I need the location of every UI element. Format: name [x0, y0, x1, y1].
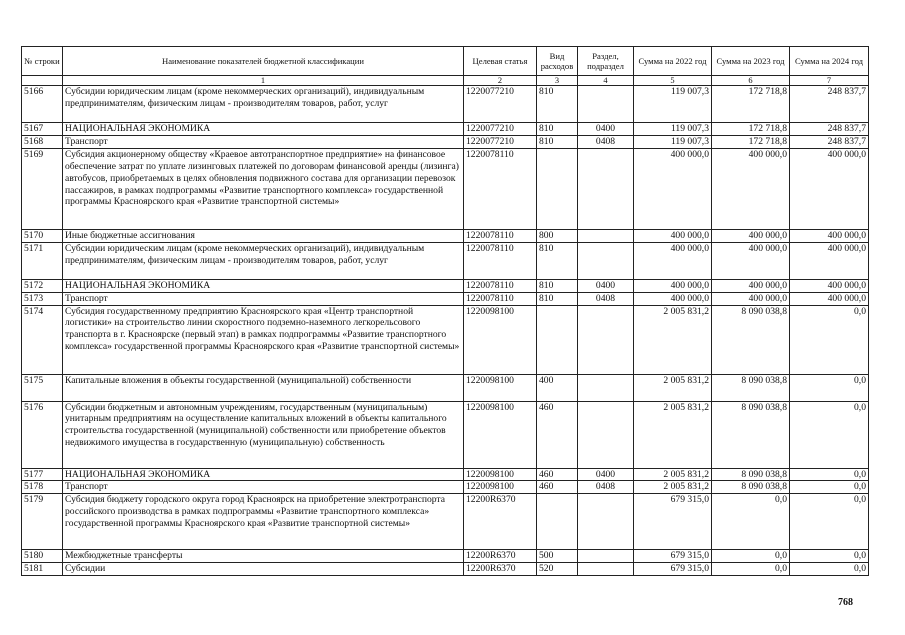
row-number: 5171 [22, 242, 63, 279]
amount-2023: 172 718,8 [712, 86, 790, 123]
column-number-row [22, 76, 869, 86]
amount-2024: 400 000,0 [790, 292, 869, 305]
section-subsection [578, 374, 634, 401]
section-subsection: 0408 [578, 481, 634, 494]
amount-2022: 2 005 831,2 [634, 468, 712, 481]
header-cell: Сумма на 2022 год [634, 47, 712, 76]
table-row [22, 123, 869, 136]
table-row [22, 148, 869, 229]
amount-2024: 248 837,7 [790, 123, 869, 136]
classification-name: Транспорт [63, 481, 464, 494]
target-article: 1220078110 [464, 279, 537, 292]
table-row [22, 374, 869, 401]
section-subsection [578, 550, 634, 563]
amount-2023: 172 718,8 [712, 123, 790, 136]
amount-2022: 679 315,0 [634, 494, 712, 550]
section-subsection: 0400 [578, 468, 634, 481]
amount-2022: 119 007,3 [634, 135, 712, 148]
expense-type: 460 [537, 481, 578, 494]
section-subsection [578, 148, 634, 229]
table-row [22, 135, 869, 148]
classification-name: Иные бюджетные ассигнования [63, 229, 464, 242]
amount-2024: 0,0 [790, 305, 869, 374]
section-subsection [578, 563, 634, 576]
amount-2023: 400 000,0 [712, 292, 790, 305]
classification-name: Субсидии юридическим лицам (кроме некоммерческих организаций), индивидуальным предпринимателям, физическим лицам - производителям товаров, работ, услуг [63, 242, 464, 279]
column-number: 7 [790, 76, 869, 86]
expense-type: 810 [537, 86, 578, 123]
row-number: 5166 [22, 86, 63, 123]
section-subsection: 0408 [578, 135, 634, 148]
target-article: 1220077210 [464, 135, 537, 148]
section-subsection [578, 401, 634, 468]
amount-2022: 2 005 831,2 [634, 481, 712, 494]
amount-2022: 679 315,0 [634, 550, 712, 563]
row-number: 5179 [22, 494, 63, 550]
target-article: 1220098100 [464, 401, 537, 468]
amount-2022: 2 005 831,2 [634, 401, 712, 468]
amount-2023: 8 090 038,8 [712, 481, 790, 494]
table-row [22, 292, 869, 305]
amount-2023: 0,0 [712, 550, 790, 563]
row-number: 5172 [22, 279, 63, 292]
expense-type: 460 [537, 401, 578, 468]
amount-2023: 400 000,0 [712, 148, 790, 229]
amount-2023: 8 090 038,8 [712, 401, 790, 468]
amount-2022: 400 000,0 [634, 148, 712, 229]
amount-2024: 0,0 [790, 401, 869, 468]
amount-2023: 400 000,0 [712, 279, 790, 292]
classification-name: НАЦИОНАЛЬНАЯ ЭКОНОМИКА [63, 468, 464, 481]
target-article: 12200R6370 [464, 563, 537, 576]
amount-2024: 0,0 [790, 550, 869, 563]
amount-2023: 0,0 [712, 563, 790, 576]
classification-name: Субсидия акционерному обществу «Краевое автотранспортное предприятие» на финансовое обеспечение затрат по уплате лизинговых платежей по договорам финансовой аренды (лизинга) автобусов, приобретаемых в целях обновления подвижного состава для организации перевозок пассажиров, в рамках подпрограммы «Развитие транспортного комплекса» государственной программы Красноярского края «Развитие транспортной системы» [63, 148, 464, 229]
classification-name: Межбюджетные трансферты [63, 550, 464, 563]
classification-name: НАЦИОНАЛЬНАЯ ЭКОНОМИКА [63, 279, 464, 292]
amount-2024: 0,0 [790, 563, 869, 576]
row-number: 5173 [22, 292, 63, 305]
expense-type: 810 [537, 135, 578, 148]
table-body [22, 86, 869, 576]
column-number [22, 76, 63, 86]
target-article: 1220098100 [464, 374, 537, 401]
expense-type: 810 [537, 123, 578, 136]
classification-name: Капитальные вложения в объекты государственной (муниципальной) собственности [63, 374, 464, 401]
column-number: 5 [634, 76, 712, 86]
amount-2024: 0,0 [790, 468, 869, 481]
row-number: 5168 [22, 135, 63, 148]
amount-2024: 400 000,0 [790, 148, 869, 229]
target-article: 1220078110 [464, 148, 537, 229]
amount-2024: 0,0 [790, 481, 869, 494]
section-subsection: 0400 [578, 279, 634, 292]
row-number: 5175 [22, 374, 63, 401]
section-subsection [578, 229, 634, 242]
section-subsection: 0400 [578, 123, 634, 136]
table-row [22, 305, 869, 374]
row-number: 5167 [22, 123, 63, 136]
amount-2022: 119 007,3 [634, 123, 712, 136]
row-number: 5177 [22, 468, 63, 481]
row-number: 5178 [22, 481, 63, 494]
target-article: 1220098100 [464, 305, 537, 374]
expense-type: 460 [537, 468, 578, 481]
table-row [22, 279, 869, 292]
table-row [22, 242, 869, 279]
row-number: 5180 [22, 550, 63, 563]
amount-2024: 0,0 [790, 494, 869, 550]
amount-2023: 400 000,0 [712, 242, 790, 279]
amount-2023: 8 090 038,8 [712, 468, 790, 481]
column-number: 2 [464, 76, 537, 86]
amount-2024: 248 837,7 [790, 135, 869, 148]
table-row [22, 229, 869, 242]
expense-type [537, 494, 578, 550]
target-article: 1220078110 [464, 242, 537, 279]
expense-type: 500 [537, 550, 578, 563]
amount-2022: 400 000,0 [634, 229, 712, 242]
classification-name: Субсидия государственному предприятию Красноярского края «Центр транспортной логистики» на строительство линии скоростного подземно-наземного легкорельсового транспорта в г. Красноярске (первый этап) в рамках подпрограммы «Развитие транспортного комплекса» государственной программы Красноярского края «Развитие транспортной системы» [63, 305, 464, 374]
target-article: 12200R6370 [464, 550, 537, 563]
expense-type: 400 [537, 374, 578, 401]
amount-2024: 248 837,7 [790, 86, 869, 123]
table-row [22, 401, 869, 468]
row-number: 5181 [22, 563, 63, 576]
table-row [22, 494, 869, 550]
row-number: 5176 [22, 401, 63, 468]
header-cell: Сумма на 2023 год [712, 47, 790, 76]
target-article: 1220078110 [464, 292, 537, 305]
section-subsection [578, 86, 634, 123]
classification-name: НАЦИОНАЛЬНАЯ ЭКОНОМИКА [63, 123, 464, 136]
amount-2022: 2 005 831,2 [634, 305, 712, 374]
expense-type: 520 [537, 563, 578, 576]
table-row [22, 468, 869, 481]
classification-name: Субсидия бюджету городского округа город Красноярск на приобретение электротранспорта российского производства в рамках подпрограммы «Развитие транспортного комплекса» государственной программы Красноярского края «Развитие транспортной системы» [63, 494, 464, 550]
target-article: 1220098100 [464, 468, 537, 481]
amount-2022: 400 000,0 [634, 292, 712, 305]
amount-2024: 400 000,0 [790, 229, 869, 242]
column-number: 1 [63, 76, 464, 86]
amount-2022: 119 007,3 [634, 86, 712, 123]
target-article: 1220078110 [464, 229, 537, 242]
expense-type [537, 148, 578, 229]
classification-name: Транспорт [63, 135, 464, 148]
amount-2022: 400 000,0 [634, 279, 712, 292]
row-number: 5174 [22, 305, 63, 374]
amount-2022: 2 005 831,2 [634, 374, 712, 401]
section-subsection [578, 305, 634, 374]
expense-type: 810 [537, 292, 578, 305]
amount-2024: 400 000,0 [790, 279, 869, 292]
header-row [22, 47, 869, 76]
section-subsection [578, 242, 634, 279]
target-article: 12200R6370 [464, 494, 537, 550]
classification-name: Субсидии юридическим лицам (кроме некоммерческих организаций), индивидуальным предпринимателям, физическим лицам - производителям товаров, работ, услуг [63, 86, 464, 123]
amount-2024: 0,0 [790, 374, 869, 401]
classification-name: Субсидии [63, 563, 464, 576]
amount-2023: 8 090 038,8 [712, 305, 790, 374]
table-row [22, 563, 869, 576]
amount-2023: 0,0 [712, 494, 790, 550]
table-row [22, 550, 869, 563]
amount-2023: 400 000,0 [712, 229, 790, 242]
amount-2022: 400 000,0 [634, 242, 712, 279]
row-number: 5169 [22, 148, 63, 229]
table-row [22, 86, 869, 123]
target-article: 1220077210 [464, 86, 537, 123]
header-cell: Наименование показателей бюджетной классификации [63, 47, 464, 76]
amount-2023: 8 090 038,8 [712, 374, 790, 401]
column-number: 3 [537, 76, 578, 86]
expense-type: 810 [537, 279, 578, 292]
expense-type: 800 [537, 229, 578, 242]
classification-name: Транспорт [63, 292, 464, 305]
header-cell: Целевая статья [464, 47, 537, 76]
column-number: 6 [712, 76, 790, 86]
budget-table [21, 46, 869, 576]
amount-2024: 400 000,0 [790, 242, 869, 279]
table-row [22, 481, 869, 494]
classification-name: Субсидии бюджетным и автономным учреждениям, государственным (муниципальным) унитарным предприятиям на осуществление капитальных вложений в объекты капитального строительства государственной (муниципальной) собственности или приобретение объектов недвижимого имущества в государственную (муниципальную) собственность [63, 401, 464, 468]
row-number: 5170 [22, 229, 63, 242]
expense-type: 810 [537, 242, 578, 279]
section-subsection [578, 494, 634, 550]
column-number: 4 [578, 76, 634, 86]
header-cell: Вид расходов [537, 47, 578, 76]
expense-type [537, 305, 578, 374]
amount-2022: 679 315,0 [634, 563, 712, 576]
target-article: 1220077210 [464, 123, 537, 136]
header-cell: Раздел, подраздел [578, 47, 634, 76]
target-article: 1220098100 [464, 481, 537, 494]
header-cell: № строки [22, 47, 63, 76]
section-subsection: 0408 [578, 292, 634, 305]
amount-2023: 172 718,8 [712, 135, 790, 148]
page-number: 768 [838, 597, 853, 608]
header-cell: Сумма на 2024 год [790, 47, 869, 76]
